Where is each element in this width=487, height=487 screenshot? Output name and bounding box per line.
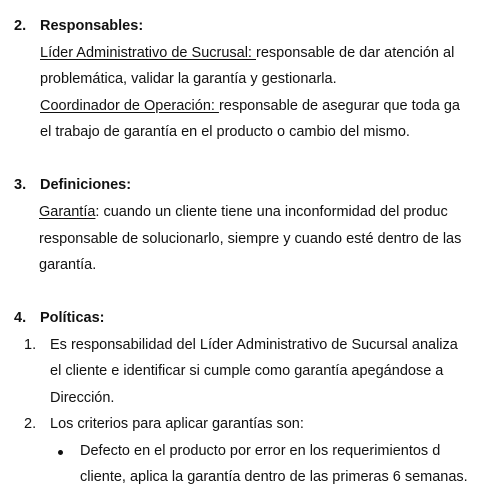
section-4-number: 4. <box>14 310 27 326</box>
responsable-lider-line-1 <box>40 44 454 62</box>
responsable-lider-line-2: problemática, validar la garantía y gestionarla. <box>40 71 337 87</box>
responsable-lider-term: Líder Administrativo de Sucrusal: <box>40 45 256 61</box>
responsable-coordinador-term: Coordinador de Operación: <box>40 98 219 114</box>
politica-1-line-2: el cliente e identificar si cumple como garantía apegándose a <box>50 363 444 379</box>
responsable-coordinador-text: responsable de asegurar que toda ga <box>218 98 460 114</box>
definicion-term: Garantía <box>39 204 96 220</box>
section-4-title: Políticas: <box>40 310 105 326</box>
definicion-line-1 <box>39 203 448 221</box>
criterio-1-line-2: cliente, aplica la garantía dentro de las primeras 6 semanas. <box>80 469 468 485</box>
criterio-1-line-1: Defecto en el producto por error en los requerimientos d <box>80 443 441 459</box>
section-3-title: Definiciones: <box>40 177 132 193</box>
definicion-text: : cuando un cliente tiene una inconformidad del produc <box>95 204 448 220</box>
definicion-line-2: responsable de solucionarlo, siempre y cuando esté dentro de las <box>39 231 462 247</box>
bullet-icon <box>58 450 63 455</box>
responsable-coordinador-line-2: el trabajo de garantía en el producto o cambio del mismo. <box>40 124 410 140</box>
politica-1-line-1: Es responsabilidad del Líder Administrativo de Sucursal analiza <box>50 337 458 353</box>
politica-2-line-1: Los criterios para aplicar garantías son: <box>50 416 304 432</box>
responsable-lider-text: responsable de dar atención al <box>256 45 455 61</box>
section-2-title: Responsables: <box>40 18 144 34</box>
section-3-number: 3. <box>14 177 27 193</box>
politica-2-number: 2. <box>24 416 37 432</box>
section-2-number: 2. <box>14 18 27 34</box>
responsable-coordinador-line-1 <box>40 97 460 115</box>
definicion-line-3: garantía. <box>39 257 97 273</box>
politica-1-number: 1. <box>24 337 37 353</box>
politica-1-line-3: Dirección. <box>50 390 115 406</box>
